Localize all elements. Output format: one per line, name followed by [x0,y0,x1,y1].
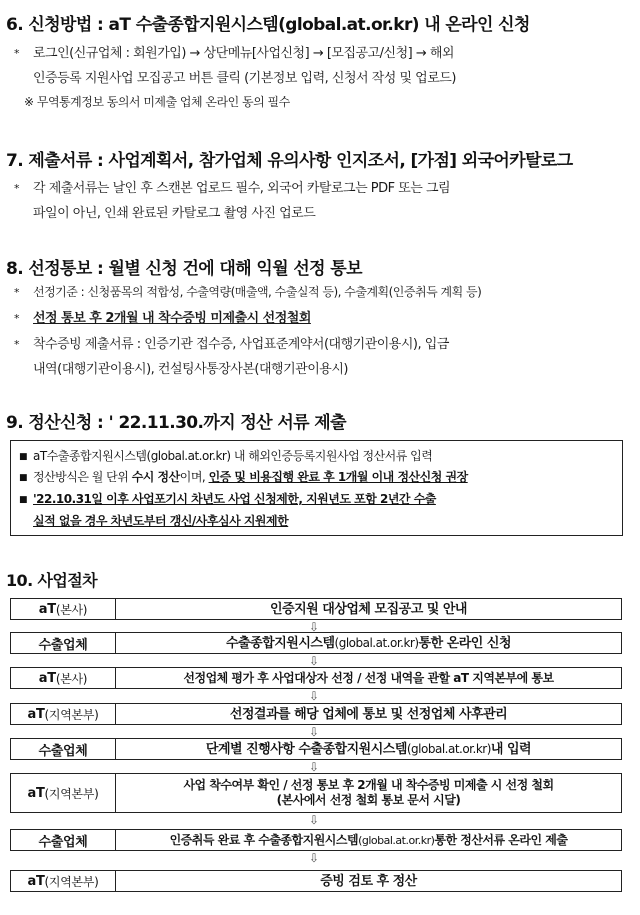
step-1-action: 인증지원 대상업체 모집공고 및 안내 [270,601,467,617]
bullet-star-icon: * [14,47,19,60]
step-5-actor: 수출업체 [11,739,116,759]
settlement-bullet-2-c: 이며, [179,470,209,484]
step-6-actor-main: aT [27,785,45,801]
section-8-heading: 8. 선정통보 : 월별 신청 건에 대해 익월 선정 통보 [6,259,362,279]
step-3-action: 선정업체 평가 후 사업대상자 선정 / 선정 내역을 관할 aT 지역본부에 통보 [183,670,554,685]
process-step-4 [10,703,622,725]
step-5-action [116,739,621,759]
step-8-action: 증빙 검토 후 정산 [320,873,417,889]
step-6-actor [11,774,116,812]
settlement-bullet-3-line-2: 실적 없을 경우 차년도부터 갱신/사후심사 지원제한 [33,514,289,528]
section-10-heading: 10. 사업절차 [6,571,97,590]
section-7-heading: 7. 제출서류 : 사업계획서, 참가업체 유의사항 인지조서, [가점] 외국어카탈로그 [6,151,573,171]
section-7-line-1 [14,177,450,196]
step-8-actor-sub: (지역본부) [44,874,99,889]
section-6-note: ※ 무역통계정보 동의서 미제출 업체 온라인 동의 필수 [24,95,290,109]
step-7-action-tail: 통한 정산서류 온라인 제출 [434,832,568,847]
section-8-line-3-text: 착수증빙 제출서류 : 인증기관 접수증, 사업표준계약서(대행기관이용시), 입금 [33,337,449,352]
bullet-star-icon: * [14,182,19,195]
flow-arrow-icon: ⇩ [308,620,320,634]
settlement-bullet-2-d: 인증 및 비용집행 완료 후 1개월 이내 정산신청 권장 [208,470,468,484]
section-7-line-1-text: 각 제출서류는 날인 후 스캔본 업로드 필수, 외국어 카탈로그는 PDF 또는 그림 [33,181,451,196]
section-8-line-2-text: 선정 통보 후 2개월 내 착수증빙 미제출시 선정철회 [33,311,311,326]
section-6-heading: 6. 신청방법 : aT 수출종합지원시스템(global.at.or.kr) 내 온라인 신청 [6,15,530,35]
step-3-actor [11,668,116,688]
bullet-star-icon: * [14,286,19,299]
bullet-square-icon: ■ [19,495,28,505]
process-step-6 [10,773,622,813]
process-step-1 [10,598,622,620]
settlement-bullet-2 [19,468,468,485]
step-3-actor-sub: (본사) [55,671,88,686]
settlement-bullet-3 [19,490,436,507]
flow-arrow-icon: ⇩ [308,654,320,668]
process-step-3 [10,667,622,689]
flow-arrow-icon: ⇩ [308,760,320,774]
settlement-bullet-3-cont [33,512,288,529]
step-8-actor-main: aT [27,873,45,889]
step-6-action [116,774,621,812]
section-8-line-1-text: 선정기준 : 신청품목의 적합성, 수출역량(매출액, 수출실적 등), 수출계획(인증취득 계획 등) [33,285,482,299]
step-5-action-url: (global.at.or.kr) [406,741,491,756]
section-6-line-1 [14,42,454,61]
bullet-square-icon: ■ [19,452,28,462]
process-step-7 [10,829,622,851]
process-step-2 [10,632,622,654]
step-7-action-url: (global.at.or.kr) [358,833,435,847]
step-4-actor-sub: (지역본부) [44,707,99,722]
flow-arrow-icon: ⇩ [308,813,320,827]
step-7-actor: 수출업체 [11,830,116,850]
process-step-5 [10,738,622,760]
step-2-action [116,633,621,653]
step-2-action-tail: 통한 온라인 신청 [418,635,512,651]
step-6-action-line-1: 사업 착수여부 확인 / 선정 통보 후 2개월 내 착수증빙 미제출 시 선정 철회 [183,778,554,792]
bullet-star-icon: * [14,338,19,351]
flow-arrow-icon: ⇩ [308,689,320,703]
section-8-line-1 [14,283,481,300]
settlement-bullet-1-text: aT수출종합지원시스템(global.at.or.kr) 내 해외인증등록지원사업 정산서류 입력 [33,449,433,463]
section-6-line-2: 인증등록 지원사업 모집공고 버튼 클릭 (기본정보 입력, 신청서 작성 및 업로드) [33,71,456,86]
settlement-bullet-2-b: 수시 정산 [131,470,180,484]
step-5-action-main: 단계별 진행사항 수출종합지원시스템 [205,741,407,757]
settlement-notice-box [10,440,623,536]
step-5-action-tail: 내 입력 [490,741,532,757]
step-4-actor [11,704,116,724]
settlement-bullet-1 [19,447,432,464]
step-8-actor [11,871,116,891]
flow-arrow-icon: ⇩ [308,851,320,865]
step-2-action-url: (global.at.or.kr) [334,635,419,650]
settlement-bullet-2-a: 정산방식은 월 단위 [33,470,132,484]
step-4-actor-main: aT [27,706,45,722]
step-2-actor: 수출업체 [11,633,116,653]
step-1-actor-sub: (본사) [55,602,88,617]
section-6-line-1-text: 로그인(신규업체 : 회원가입) → 상단메뉴[사업신청] → [모집공고/신청] → 해외 [33,46,454,61]
step-7-action-main: 인증취득 완료 후 수출종합지원시스템 [169,832,359,847]
settlement-bullet-3-line-1: '22.10.31일 이후 사업포기시 차년도 사업 신청제한, 지원년도 포함 2년간 수출 [33,492,436,506]
step-2-action-main: 수출종합지원시스템 [225,635,335,651]
step-7-action [116,830,621,850]
section-8-line-3 [14,333,449,352]
step-4-action: 선정결과를 해당 업체에 통보 및 선정업체 사후관리 [229,706,508,722]
step-1-actor-main: aT [38,601,56,617]
step-6-action-line-2: (본사에서 선정 철회 통보 문서 시달) [276,793,461,807]
flow-arrow-icon: ⇩ [308,725,320,739]
process-step-8 [10,870,622,892]
step-3-actor-main: aT [38,670,56,686]
bullet-star-icon: * [14,312,19,325]
section-9-heading: 9. 정산신청 : ' 22.11.30.까지 정산 서류 제출 [6,413,346,433]
section-8-line-4: 내역(대행기관이용시), 컨설팅사통장사본(대행기관이용시) [33,362,348,377]
section-7-line-2: 파일이 아닌, 인쇄 완료된 카탈로그 촬영 사진 업로드 [33,206,316,221]
section-8-line-2 [14,307,311,326]
bullet-square-icon: ■ [19,473,28,483]
step-1-actor [11,599,116,619]
step-6-actor-sub: (지역본부) [44,786,99,801]
